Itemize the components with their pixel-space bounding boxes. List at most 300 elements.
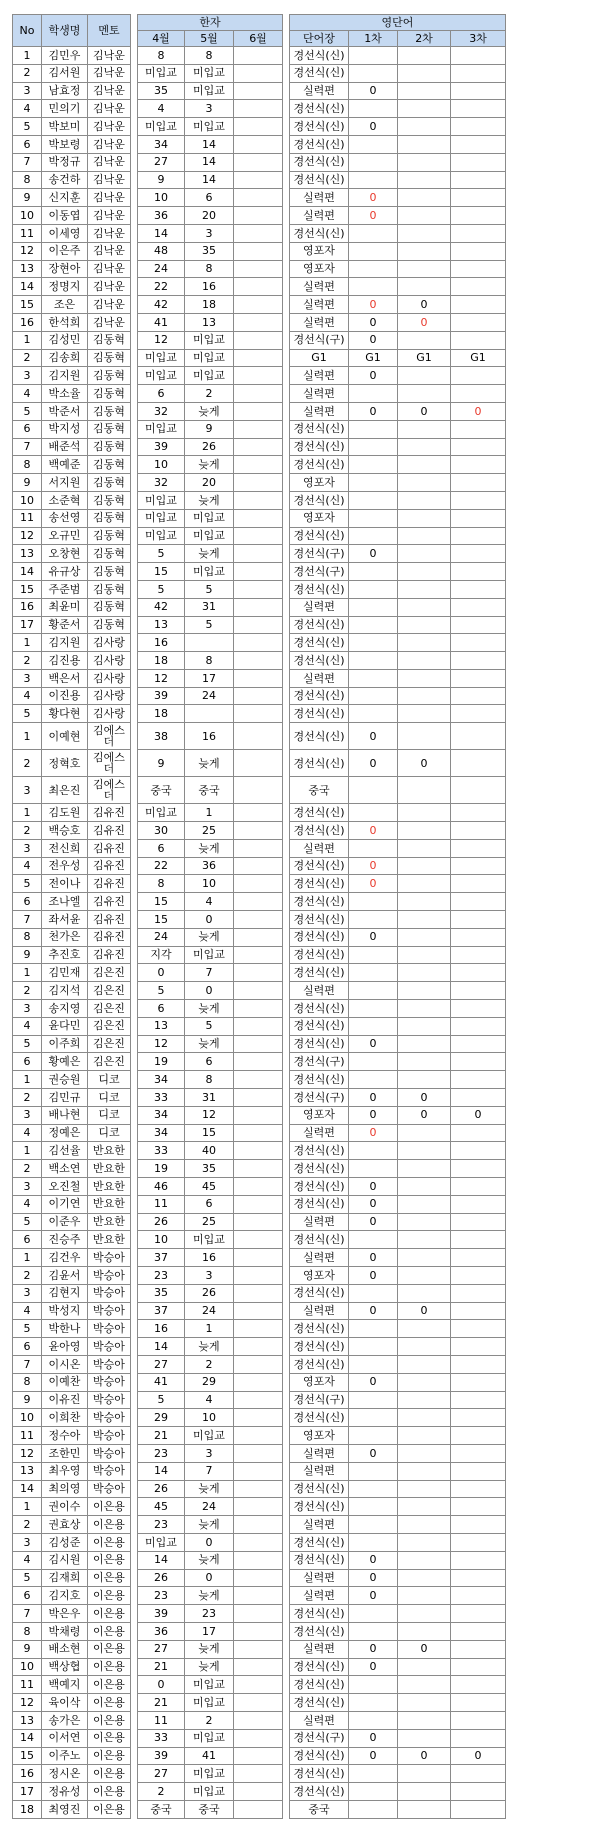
cell-mentor: 김낙운 <box>88 207 131 225</box>
table-row <box>13 64 506 82</box>
cell-round-2 <box>398 527 451 545</box>
cell-hanja-may: 8 <box>185 652 234 670</box>
cell-no: 2 <box>13 1089 42 1107</box>
column-gap <box>283 296 290 314</box>
cell-mentor: 이은용 <box>88 1533 131 1551</box>
cell-round-2 <box>398 928 451 946</box>
cell-hanja-april: 34 <box>138 1071 185 1089</box>
cell-round-1 <box>349 438 398 456</box>
cell-student-name: 김민규 <box>42 1089 88 1107</box>
cell-wordbook: 경선식(구) <box>290 563 349 581</box>
column-gap <box>283 1800 290 1818</box>
cell-mentor: 김동혁 <box>88 367 131 385</box>
cell-hanja-april: 22 <box>138 857 185 875</box>
table-row <box>13 580 506 598</box>
column-gap <box>131 580 138 598</box>
table-row <box>13 804 506 822</box>
cell-hanja-june <box>234 1409 283 1427</box>
table-row <box>13 1017 506 1035</box>
column-gap <box>283 705 290 723</box>
cell-round-3: G1 <box>451 349 506 367</box>
cell-hanja-may: 7 <box>185 1462 234 1480</box>
table-row <box>13 723 506 750</box>
cell-no: 5 <box>13 1035 42 1053</box>
cell-hanja-may: 1 <box>185 804 234 822</box>
cell-hanja-june <box>234 1800 283 1818</box>
cell-hanja-may: 늦게 <box>185 1516 234 1534</box>
column-gap <box>131 1409 138 1427</box>
cell-hanja-may: 늦게 <box>185 456 234 474</box>
cell-no: 3 <box>13 1106 42 1124</box>
cell-round-3 <box>451 1765 506 1783</box>
cell-hanja-april: 35 <box>138 1284 185 1302</box>
column-gap <box>283 1231 290 1249</box>
cell-hanja-may: 늦게 <box>185 402 234 420</box>
cell-hanja-june <box>234 1391 283 1409</box>
cell-round-2 <box>398 1729 451 1747</box>
cell-wordbook: 경선식(구) <box>290 545 349 563</box>
cell-hanja-may: 24 <box>185 687 234 705</box>
column-gap <box>131 616 138 634</box>
column-gap <box>131 1765 138 1783</box>
column-gap <box>131 153 138 171</box>
cell-round-3 <box>451 1427 506 1445</box>
cell-round-1 <box>349 1480 398 1498</box>
cell-hanja-june <box>234 1747 283 1765</box>
cell-round-2 <box>398 100 451 118</box>
cell-round-2 <box>398 839 451 857</box>
cell-round-3 <box>451 946 506 964</box>
cell-hanja-april: 5 <box>138 545 185 563</box>
cell-round-1: 0 <box>349 331 398 349</box>
cell-hanja-june <box>234 207 283 225</box>
cell-student-name: 박한나 <box>42 1320 88 1338</box>
column-gap <box>283 563 290 581</box>
cell-round-1: 0 <box>349 402 398 420</box>
cell-hanja-may: 늦게 <box>185 1338 234 1356</box>
cell-round-3: 0 <box>451 402 506 420</box>
cell-student-name: 박정규 <box>42 153 88 171</box>
cell-round-1 <box>349 634 398 652</box>
cell-wordbook: 경선식(신) <box>290 1355 349 1373</box>
cell-round-1 <box>349 1284 398 1302</box>
table-row <box>13 260 506 278</box>
column-gap <box>131 385 138 403</box>
cell-mentor: 김낙운 <box>88 82 131 100</box>
cell-round-2 <box>398 47 451 65</box>
cell-student-name: 전우성 <box>42 857 88 875</box>
cell-student-name: 이유진 <box>42 1391 88 1409</box>
cell-hanja-june <box>234 652 283 670</box>
cell-hanja-june <box>234 777 283 804</box>
cell-wordbook: 경선식(신) <box>290 1765 349 1783</box>
cell-hanja-june <box>234 313 283 331</box>
cell-mentor: 김유진 <box>88 946 131 964</box>
cell-mentor: 이은용 <box>88 1676 131 1694</box>
cell-hanja-april: 26 <box>138 1213 185 1231</box>
cell-hanja-april: 4 <box>138 100 185 118</box>
cell-hanja-may: 14 <box>185 153 234 171</box>
cell-student-name: 백소연 <box>42 1160 88 1178</box>
cell-round-3 <box>451 563 506 581</box>
cell-round-2 <box>398 982 451 1000</box>
table-row <box>13 224 506 242</box>
cell-round-1: 0 <box>349 1213 398 1231</box>
column-gap <box>283 750 290 777</box>
column-gap <box>283 207 290 225</box>
cell-student-name: 오진철 <box>42 1178 88 1196</box>
cell-round-3 <box>451 1124 506 1142</box>
table-row <box>13 1747 506 1765</box>
cell-mentor: 김은진 <box>88 1035 131 1053</box>
column-gap <box>283 634 290 652</box>
cell-hanja-may: 8 <box>185 260 234 278</box>
cell-mentor: 김낙운 <box>88 64 131 82</box>
cell-mentor: 김동혁 <box>88 420 131 438</box>
cell-hanja-june <box>234 1605 283 1623</box>
cell-hanja-may: 0 <box>185 1533 234 1551</box>
cell-mentor: 반요한 <box>88 1195 131 1213</box>
cell-wordbook: 경선식(신) <box>290 616 349 634</box>
cell-round-1 <box>349 1231 398 1249</box>
cell-round-3 <box>451 1373 506 1391</box>
cell-mentor: 이은용 <box>88 1551 131 1569</box>
cell-round-2 <box>398 1142 451 1160</box>
cell-hanja-june <box>234 1711 283 1729</box>
cell-round-2 <box>398 509 451 527</box>
table-row <box>13 750 506 777</box>
table-row <box>13 652 506 670</box>
cell-round-2 <box>398 1124 451 1142</box>
cell-mentor: 김낙운 <box>88 260 131 278</box>
column-gap <box>283 580 290 598</box>
cell-wordbook: 경선식(구) <box>290 331 349 349</box>
cell-round-2 <box>398 171 451 189</box>
cell-hanja-april: 33 <box>138 1729 185 1747</box>
cell-student-name: 오창현 <box>42 545 88 563</box>
cell-round-2 <box>398 1284 451 1302</box>
cell-mentor: 김에스더 <box>88 777 131 804</box>
cell-no: 2 <box>13 982 42 1000</box>
column-gap <box>283 260 290 278</box>
cell-round-1: 0 <box>349 207 398 225</box>
cell-mentor: 김낙운 <box>88 100 131 118</box>
cell-student-name: 김민우 <box>42 47 88 65</box>
cell-no: 10 <box>13 207 42 225</box>
cell-round-3 <box>451 964 506 982</box>
cell-hanja-april: 34 <box>138 1124 185 1142</box>
cell-hanja-may: 미입교 <box>185 118 234 136</box>
column-gap <box>131 64 138 82</box>
table-row <box>13 1569 506 1587</box>
cell-student-name: 권승원 <box>42 1071 88 1089</box>
column-gap <box>283 1765 290 1783</box>
cell-no: 6 <box>13 1053 42 1071</box>
cell-hanja-june <box>234 928 283 946</box>
cell-hanja-may: 17 <box>185 669 234 687</box>
table-row <box>13 634 506 652</box>
table-row <box>13 982 506 1000</box>
cell-hanja-june <box>234 1569 283 1587</box>
cell-student-name: 이세영 <box>42 224 88 242</box>
cell-round-2 <box>398 385 451 403</box>
cell-hanja-april: 37 <box>138 1249 185 1267</box>
column-gap <box>131 207 138 225</box>
cell-round-1: 0 <box>349 189 398 207</box>
cell-hanja-april: 8 <box>138 47 185 65</box>
cell-hanja-june <box>234 349 283 367</box>
cell-round-1 <box>349 946 398 964</box>
table-row <box>13 153 506 171</box>
cell-round-3 <box>451 598 506 616</box>
cell-round-1 <box>349 1320 398 1338</box>
cell-mentor: 이은용 <box>88 1765 131 1783</box>
cell-mentor: 김동혁 <box>88 563 131 581</box>
cell-round-3 <box>451 1605 506 1623</box>
cell-hanja-june <box>234 1498 283 1516</box>
cell-round-2 <box>398 1355 451 1373</box>
cell-wordbook: 실력편 <box>290 1569 349 1587</box>
cell-hanja-june <box>234 598 283 616</box>
cell-hanja-april: 33 <box>138 1142 185 1160</box>
cell-hanja-may: 24 <box>185 1498 234 1516</box>
column-gap <box>131 1213 138 1231</box>
cell-hanja-june <box>234 474 283 492</box>
cell-round-1: 0 <box>349 1658 398 1676</box>
cell-hanja-june <box>234 82 283 100</box>
cell-round-1: 0 <box>349 1551 398 1569</box>
cell-round-2 <box>398 1516 451 1534</box>
cell-round-1: 0 <box>349 1106 398 1124</box>
column-gap <box>131 705 138 723</box>
cell-student-name: 황예은 <box>42 1053 88 1071</box>
cell-hanja-april: 21 <box>138 1658 185 1676</box>
header-hanja-may: 5월 <box>185 31 234 47</box>
table-row <box>13 1498 506 1516</box>
column-gap <box>131 420 138 438</box>
column-gap <box>283 928 290 946</box>
cell-round-2 <box>398 1658 451 1676</box>
cell-hanja-april: 8 <box>138 875 185 893</box>
cell-hanja-april: 22 <box>138 278 185 296</box>
column-gap <box>131 857 138 875</box>
cell-wordbook: 영포자 <box>290 1373 349 1391</box>
cell-mentor: 김동혁 <box>88 402 131 420</box>
cell-round-1 <box>349 1622 398 1640</box>
cell-hanja-may: 2 <box>185 385 234 403</box>
cell-mentor: 김동혁 <box>88 385 131 403</box>
cell-hanja-june <box>234 750 283 777</box>
cell-mentor: 이은용 <box>88 1640 131 1658</box>
cell-round-2 <box>398 563 451 581</box>
cell-hanja-april: 32 <box>138 402 185 420</box>
cell-student-name: 백승호 <box>42 822 88 840</box>
cell-student-name: 이희찬 <box>42 1409 88 1427</box>
column-gap <box>131 1711 138 1729</box>
cell-hanja-may: 1 <box>185 1320 234 1338</box>
cell-hanja-may: 10 <box>185 875 234 893</box>
table-row <box>13 946 506 964</box>
cell-wordbook: 경선식(신) <box>290 1783 349 1801</box>
column-gap <box>131 545 138 563</box>
cell-wordbook: 실력편 <box>290 1249 349 1267</box>
cell-round-1 <box>349 1694 398 1712</box>
table-row <box>13 1694 506 1712</box>
cell-wordbook: 경선식(신) <box>290 1035 349 1053</box>
table-row <box>13 1053 506 1071</box>
cell-round-2 <box>398 1035 451 1053</box>
cell-no: 4 <box>13 385 42 403</box>
cell-mentor: 박승아 <box>88 1338 131 1356</box>
cell-student-name: 송가은 <box>42 1711 88 1729</box>
cell-hanja-april: 23 <box>138 1267 185 1285</box>
column-gap <box>131 1160 138 1178</box>
column-gap <box>283 598 290 616</box>
cell-wordbook: 경선식(신) <box>290 1017 349 1035</box>
cell-mentor: 이은용 <box>88 1622 131 1640</box>
cell-hanja-april: 23 <box>138 1516 185 1534</box>
cell-mentor: 박승아 <box>88 1373 131 1391</box>
cell-mentor: 김낙운 <box>88 278 131 296</box>
cell-hanja-june <box>234 1160 283 1178</box>
cell-hanja-april: 13 <box>138 1017 185 1035</box>
column-gap <box>283 723 290 750</box>
cell-wordbook: 영포자 <box>290 509 349 527</box>
table-row <box>13 857 506 875</box>
header-wordbook: 단어장 <box>290 31 349 47</box>
column-gap <box>283 1427 290 1445</box>
cell-hanja-june <box>234 1142 283 1160</box>
column-gap <box>131 839 138 857</box>
cell-round-1: 0 <box>349 1444 398 1462</box>
column-gap <box>283 100 290 118</box>
cell-round-2 <box>398 456 451 474</box>
cell-no: 8 <box>13 171 42 189</box>
cell-hanja-april: 48 <box>138 242 185 260</box>
cell-no: 6 <box>13 135 42 153</box>
cell-hanja-may: 4 <box>185 1391 234 1409</box>
cell-no: 2 <box>13 652 42 670</box>
cell-round-1 <box>349 1800 398 1818</box>
column-gap <box>131 1462 138 1480</box>
cell-round-1 <box>349 982 398 1000</box>
cell-wordbook: 실력편 <box>290 982 349 1000</box>
cell-no: 2 <box>13 1160 42 1178</box>
cell-round-3 <box>451 1178 506 1196</box>
cell-student-name: 박보령 <box>42 135 88 153</box>
cell-hanja-may: 미입교 <box>185 331 234 349</box>
cell-hanja-may: 0 <box>185 1569 234 1587</box>
cell-hanja-april: 33 <box>138 1089 185 1107</box>
table-row <box>13 1000 506 1018</box>
cell-wordbook: 경선식(신) <box>290 687 349 705</box>
cell-hanja-june <box>234 1729 283 1747</box>
column-gap <box>131 1302 138 1320</box>
cell-wordbook: 경선식(신) <box>290 224 349 242</box>
cell-wordbook: 경선식(신) <box>290 723 349 750</box>
table-row <box>13 349 506 367</box>
cell-round-1 <box>349 385 398 403</box>
table-row <box>13 491 506 509</box>
cell-wordbook: 경선식(구) <box>290 1089 349 1107</box>
cell-student-name: 김진용 <box>42 652 88 670</box>
cell-hanja-june <box>234 946 283 964</box>
cell-round-2 <box>398 946 451 964</box>
cell-student-name: 황준서 <box>42 616 88 634</box>
cell-round-1 <box>349 1142 398 1160</box>
cell-round-3 <box>451 911 506 929</box>
cell-round-1 <box>349 1427 398 1445</box>
column-gap <box>283 1462 290 1480</box>
cell-hanja-april: 6 <box>138 385 185 403</box>
column-gap <box>131 171 138 189</box>
cell-no: 8 <box>13 1622 42 1640</box>
cell-hanja-may: 23 <box>185 1605 234 1623</box>
cell-round-1 <box>349 420 398 438</box>
cell-student-name: 정유성 <box>42 1783 88 1801</box>
cell-mentor: 김동혁 <box>88 438 131 456</box>
cell-no: 1 <box>13 47 42 65</box>
cell-mentor: 반요한 <box>88 1160 131 1178</box>
cell-student-name: 추진호 <box>42 946 88 964</box>
cell-mentor: 김낙운 <box>88 224 131 242</box>
table-row <box>13 313 506 331</box>
cell-hanja-june <box>234 1640 283 1658</box>
column-gap <box>283 1355 290 1373</box>
column-gap <box>131 82 138 100</box>
column-gap <box>131 1106 138 1124</box>
table-row <box>13 1711 506 1729</box>
cell-round-3 <box>451 153 506 171</box>
cell-hanja-april: 미입교 <box>138 509 185 527</box>
cell-round-1 <box>349 669 398 687</box>
cell-round-2 <box>398 669 451 687</box>
cell-wordbook: 영포자 <box>290 474 349 492</box>
cell-wordbook: 경선식(신) <box>290 171 349 189</box>
cell-round-1 <box>349 893 398 911</box>
cell-round-2: 0 <box>398 750 451 777</box>
cell-round-1 <box>349 1676 398 1694</box>
cell-wordbook: 경선식(신) <box>290 1409 349 1427</box>
cell-wordbook: 실력편 <box>290 385 349 403</box>
cell-hanja-june <box>234 1462 283 1480</box>
table-row <box>13 1338 506 1356</box>
cell-round-1: 0 <box>349 1195 398 1213</box>
column-gap <box>283 313 290 331</box>
cell-hanja-june <box>234 1071 283 1089</box>
column-gap <box>131 1783 138 1801</box>
cell-hanja-may: 7 <box>185 964 234 982</box>
cell-no: 9 <box>13 1640 42 1658</box>
cell-hanja-april: 14 <box>138 1338 185 1356</box>
cell-hanja-june <box>234 1302 283 1320</box>
cell-round-3 <box>451 1355 506 1373</box>
cell-hanja-april: 2 <box>138 1783 185 1801</box>
cell-round-2 <box>398 420 451 438</box>
cell-mentor: 김낙운 <box>88 189 131 207</box>
cell-round-3 <box>451 491 506 509</box>
cell-wordbook: 경선식(구) <box>290 1053 349 1071</box>
column-gap <box>131 1320 138 1338</box>
cell-mentor: 박승아 <box>88 1409 131 1427</box>
cell-round-2 <box>398 1053 451 1071</box>
cell-student-name: 육이삭 <box>42 1694 88 1712</box>
cell-mentor: 김은진 <box>88 982 131 1000</box>
cell-round-1 <box>349 64 398 82</box>
cell-hanja-may: 5 <box>185 1017 234 1035</box>
column-gap <box>131 456 138 474</box>
cell-round-1 <box>349 1071 398 1089</box>
